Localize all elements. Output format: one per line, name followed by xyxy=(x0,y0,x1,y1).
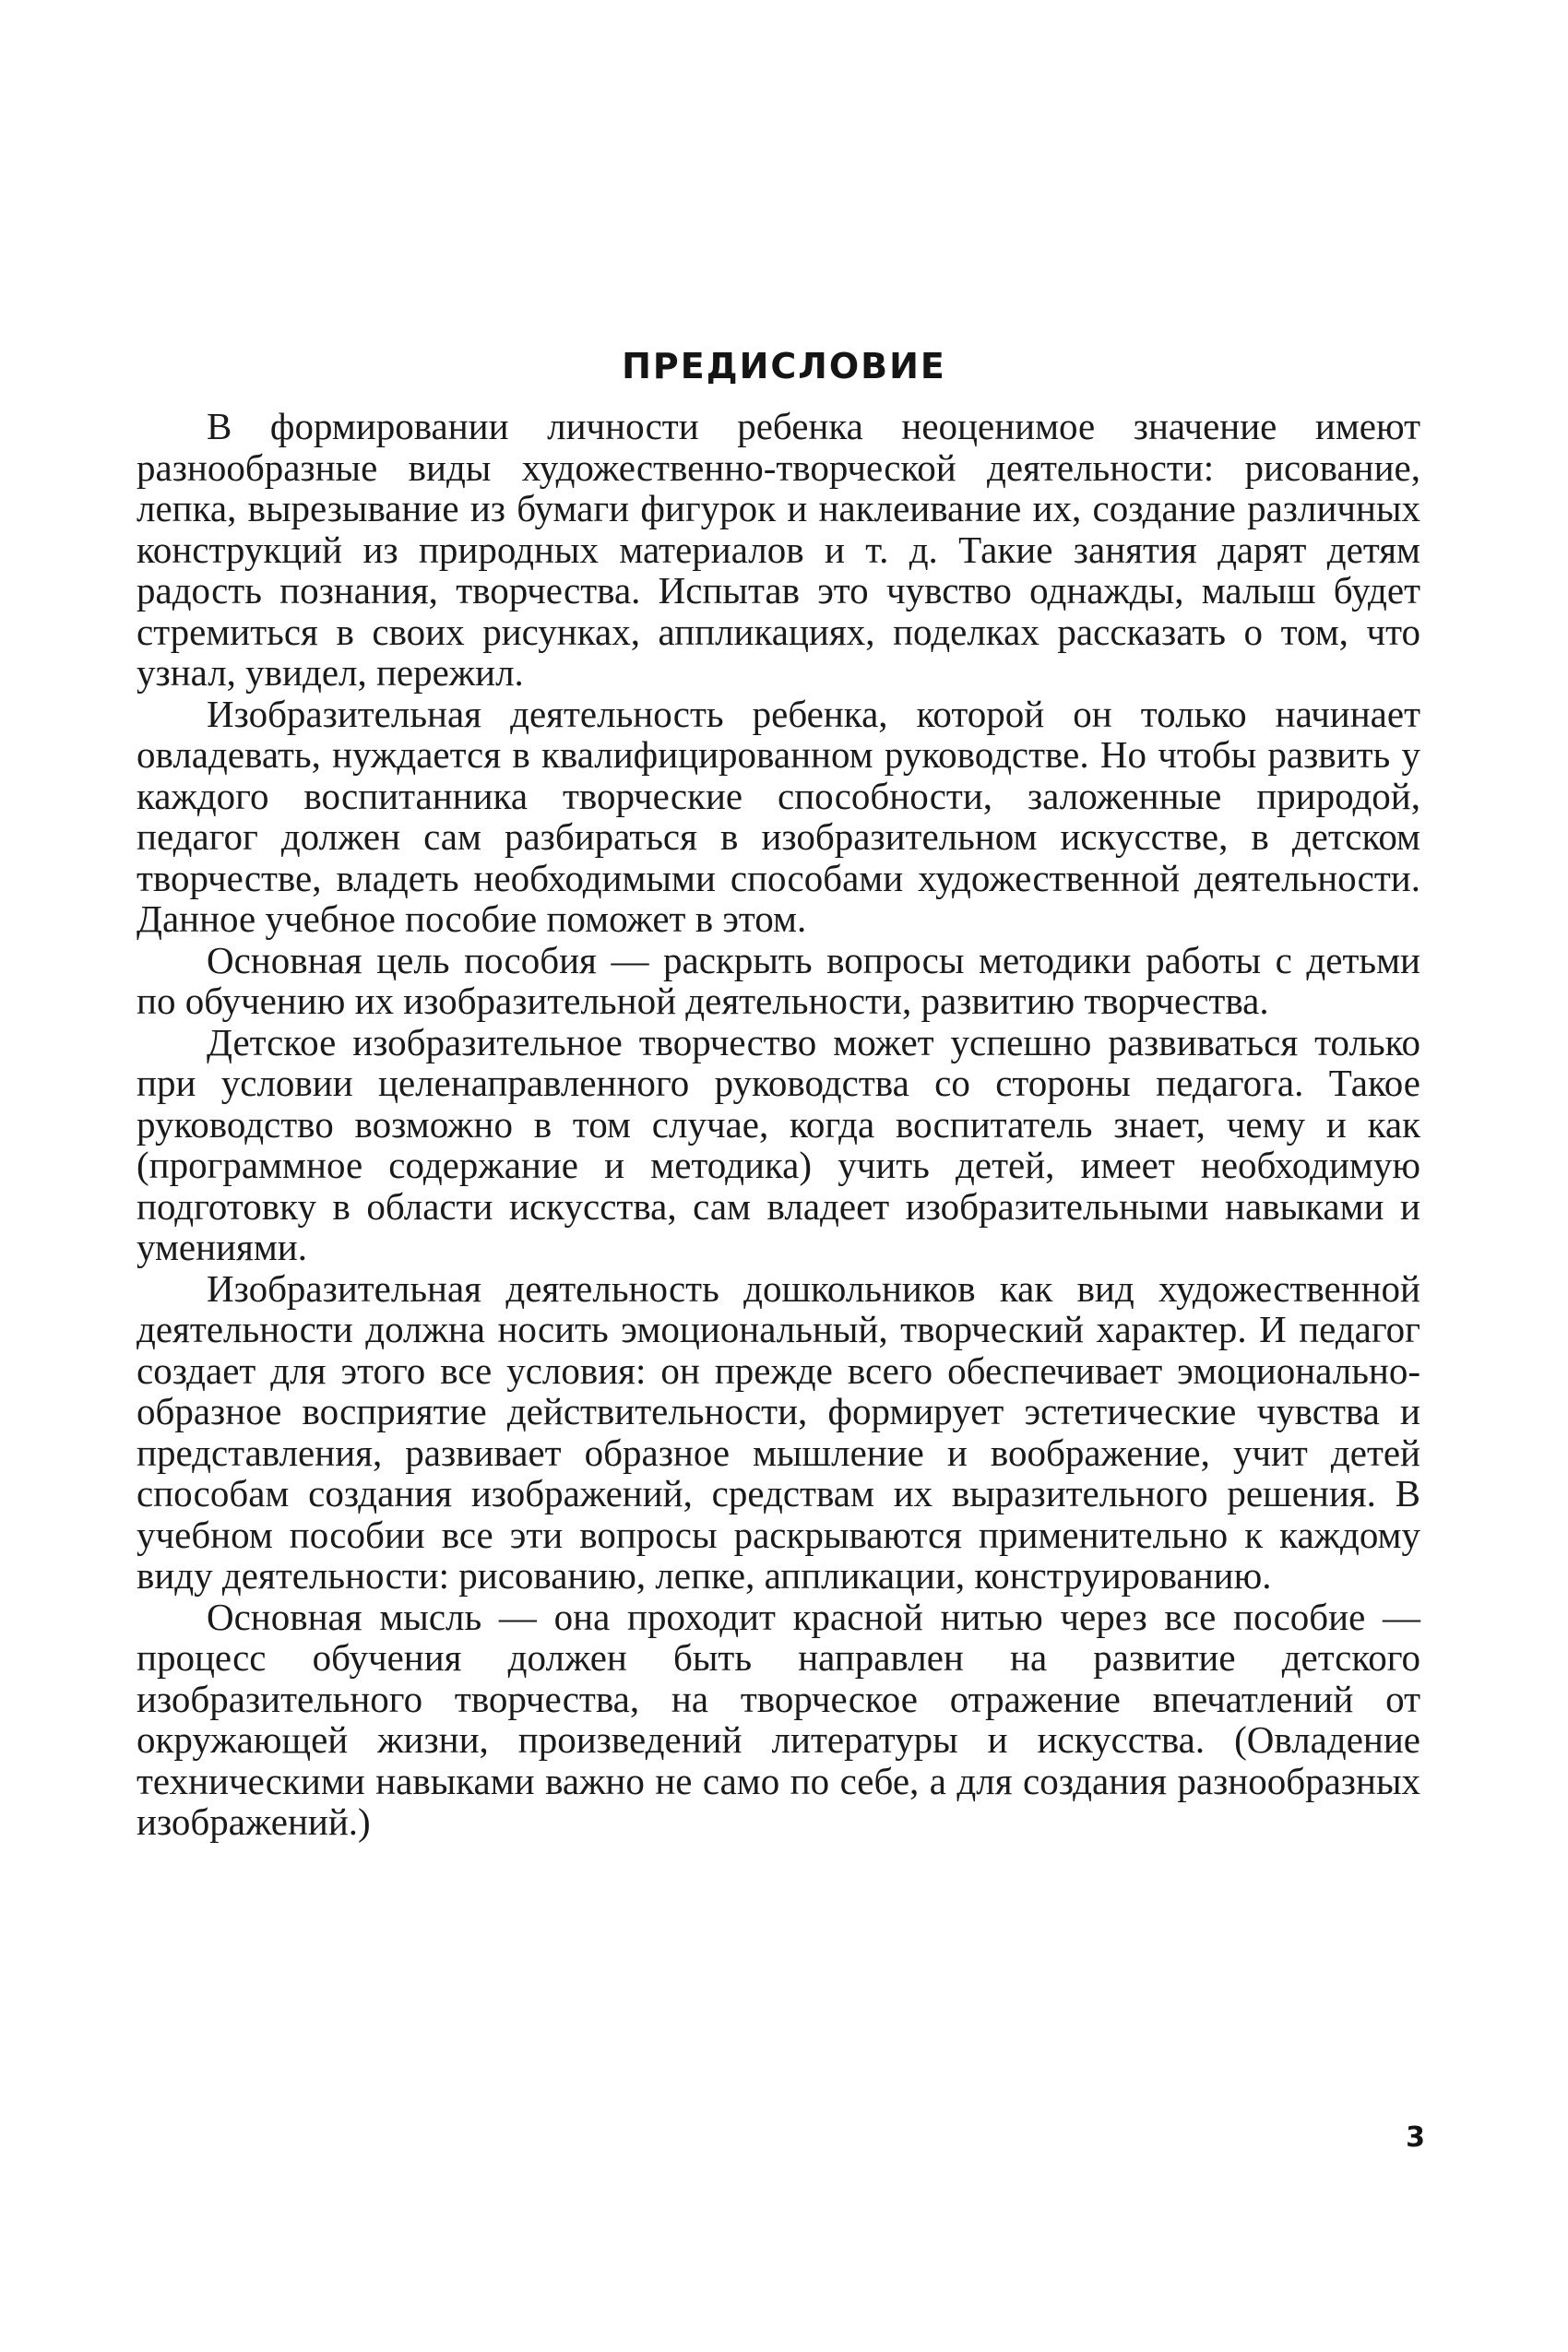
page-number: 3 xyxy=(1406,2121,1425,2154)
body-text xyxy=(137,406,1420,1843)
paragraph-2: Изобразительная деятельность ребенка, которой он только начинает овладевать, нуждается в квалифицированном руководстве. Но чтобы развить у каждого воспитанника творческие способности, заложенные природой, педагог должен сам разбираться в изобразительном искусстве, в детском творчестве, владеть необходимыми способами художественной деятельности. Данное учебное пособие поможет в этом. xyxy=(137,692,1420,940)
paragraph-1: В формировании личности ребенка неоценимое значение имеют разнообразные виды художественно-творческой деятельности: рисование, лепка, вырезывание из бумаги фигурок и наклеивание их, создание различных конструкций из природных материалов и т. д. Такие занятия дарят детям радость познания, творчества. Испытав это чувство однажды, малыш будет стремиться в своих рисунках, аппликациях, поделках рассказать о том, что узнал, увидел, пережил. xyxy=(137,405,1420,694)
paragraph-6: Основная мысль — она проходит красной нитью через все пособие — процесс обучения должен быть направлен на развитие детского изобразительного творчества, на творческое отражение впечатлений от окружающей жизни, произведений литературы и искусства. (Овладение техническими навыками важно не само по себе, а для создания разнообразных изображений.) xyxy=(137,1595,1420,1843)
paragraph-3: Основная цель пособия — раскрыть вопросы методики работы с детьми по обучению их изобразительной деятельности, развитию творчества. xyxy=(137,938,1420,1022)
paragraph-5: Изобразительная деятельность дошкольников как вид художественной деятельности должна носить эмоциональный, творческий характер. И педагог создает для этого все условия: он прежде всего обеспечивает эмоционально-образное восприятие действительности, формирует эстетические чувства и представления, развивает образное мышление и воображение, учит детей способам создания изображений, средствам их выразительного решения. В учебном пособии все эти вопросы раскрываются применительно к каждому виду деятельности: рисованию, лепке, аппликации, конструированию. xyxy=(137,1266,1420,1597)
paragraph-4: Детское изобразительное творчество может успешно развиваться только при условии целенаправленного руководства со стороны педагога. Такое руководство возможно в том случае, когда воспитатель знает, чему и как (программное содержание и методика) учить детей, имеет необходимую подготовку в области искусства, сам владеет изобразительными навыками и умениями. xyxy=(137,1020,1420,1268)
page-title: ПРЕДИСЛОВИЕ xyxy=(622,346,946,387)
